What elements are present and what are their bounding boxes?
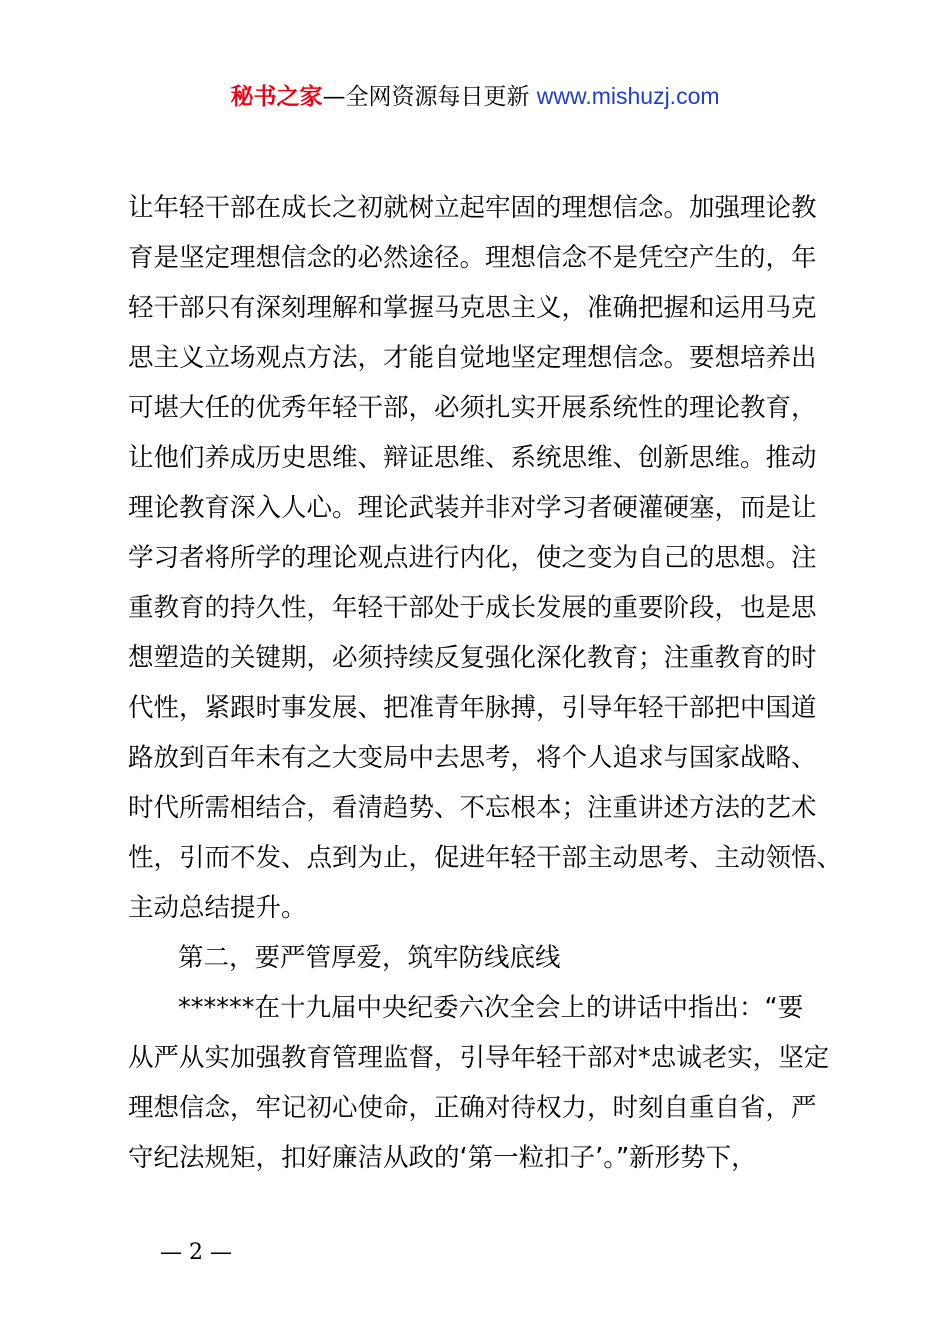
text-line: 代性，紧跟时事发展、把准青年脉搏，引导年轻干部把中国道	[128, 693, 817, 723]
text-line: 学习者将所学的理论观点进行内化，使之变为自己的思想。注	[128, 543, 817, 573]
text-line: 路放到百年未有之大变局中去思考，将个人追求与国家战略、	[128, 743, 817, 773]
text-line: 守纪法规矩，扣好廉洁从政的‘第一粒扣子’。”新形势下，	[128, 1143, 757, 1173]
text-line: 重教育的持久性，年轻干部处于成长发展的重要阶段，也是思	[128, 593, 817, 623]
site-header	[0, 80, 950, 113]
text-line: ******在十九届中央纪委六次全会上的讲话中指出：“要	[178, 993, 804, 1023]
text-line: 时代所需相结合，看清趋势、不忘根本；注重讲述方法的艺术	[128, 793, 817, 823]
text-line: 性，引而不发、点到为止，促进年轻干部主动思考、主动领悟、	[128, 843, 843, 873]
text-line: 从严从实加强教育管理监督，引导年轻干部对*忠诚老实，坚定	[128, 1043, 830, 1073]
brand-name: 秘书之家	[230, 84, 323, 110]
site-url-link[interactable]: www.mishuzj.com	[536, 83, 720, 109]
text-line: 可堪大任的优秀年轻干部，必须扎实开展系统性的理论教育，	[128, 393, 817, 423]
text-line: 让他们养成历史思维、辩证思维、系统思维、创新思维。推动	[128, 443, 817, 473]
text-line: 主动总结提升。	[128, 893, 307, 923]
text-line: 理想信念，牢记初心使命，正确对待权力，时刻自重自省，严	[128, 1093, 817, 1123]
header-tagline: —全网资源每日更新	[322, 84, 530, 110]
text-line: 理论教育深入人心。理论武装并非对学习者硬灌硬塞，而是让	[128, 493, 817, 523]
text-line: 育是坚定理想信念的必然途径。理想信念不是凭空产生的，年	[128, 243, 817, 273]
document-body	[128, 183, 848, 1183]
text-line: 想塑造的关键期，必须持续反复强化深化教育；注重教育的时	[128, 643, 817, 673]
text-line: 让年轻干部在成长之初就树立起牢固的理想信念。加强理论教	[128, 193, 817, 223]
text-line: 轻干部只有深刻理解和掌握马克思主义，准确把握和运用马克	[128, 293, 817, 323]
page-number: — 2 —	[160, 1240, 232, 1265]
text-line: 思主义立场观点方法，才能自觉地坚定理想信念。要想培养出	[128, 343, 817, 373]
section-heading: 第二，要严管厚爱，筑牢防线底线	[178, 943, 561, 973]
